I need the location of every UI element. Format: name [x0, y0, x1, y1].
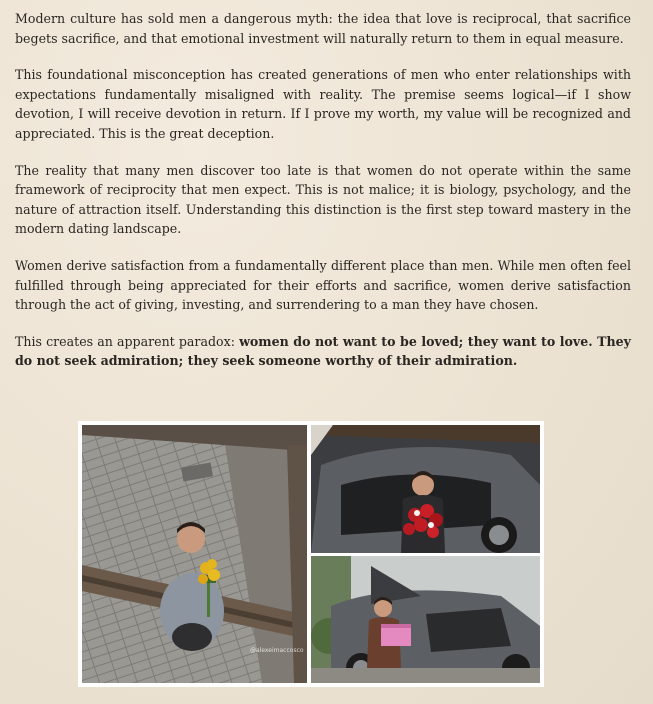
body-text	[15, 9, 631, 388]
paragraph-3: The reality that many men discover too late is that women do not operate within the same framework of reciprocity that men expect. This is not malice; it is biology, psychology, and the nature of attraction itself. Understanding this distinction is the first step toward mastery in the modern dating landscape.	[15, 162, 631, 237]
paragraph-5	[15, 332, 631, 371]
photo-gift-box	[311, 556, 540, 683]
photo-red-roses	[311, 425, 540, 553]
paragraph-2: This foundational misconception has created generations of men who enter relationships with expectations fundamentally misaligned with reality. The premise seems logical—if I show devotion, I will receive devotion in return. If I prove my worth, my value will be recognized and appreciated. This is the great deception.	[15, 67, 631, 141]
photo-watermark: @alexeimaccosco	[250, 647, 304, 654]
paragraph-1: Modern culture has sold men a dangerous myth: the idea that love is reciprocal, that sacrifice begets sacrifice, and that emotional investment will naturally return to them in equal measure.	[15, 11, 631, 46]
photo-sunflowers	[82, 425, 307, 683]
paragraph-4: Women derive satisfaction from a fundamentally different place than men. While men often feel fulfilled through being appreciated for their efforts and sacrifice, women derive satisfaction through the act of giving, investing, and surrendering to a man they have chosen.	[15, 257, 631, 313]
photo-collage	[78, 421, 544, 687]
paragraph-5-bold: women do not want to be loved; they want to love. They do not seek admiration; they seek someone worthy of their admiration.	[15, 333, 631, 369]
paragraph-5-lead: This creates an apparent paradox:	[15, 333, 240, 349]
